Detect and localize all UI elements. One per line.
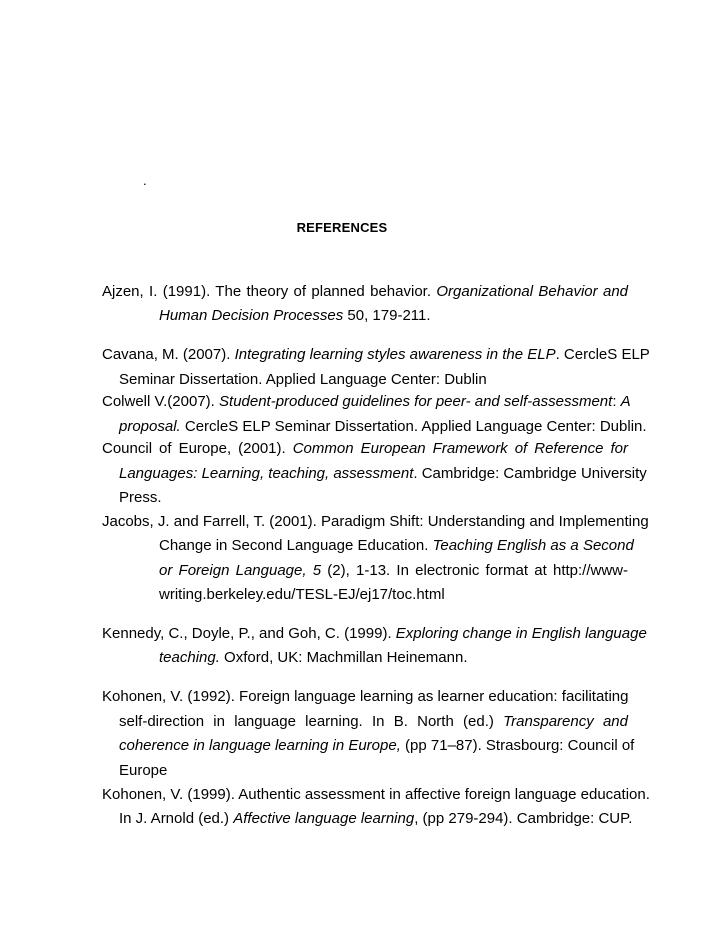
reference-cavana-line-1: Cavana, M. (2007). Integrating learning styles awareness in the ELP. CercleS ELP bbox=[102, 346, 650, 363]
reference-kennedy-line-1: Kennedy, C., Doyle, P., and Goh, C. (1999). Exploring change in English language bbox=[102, 625, 647, 642]
reference-ajzen-line-2: Human Decision Processes 50, 179-211. bbox=[159, 307, 431, 324]
reference-kohonen-1999-line-2: In J. Arnold (ed.) Affective language learning, (pp 279-294). Cambridge: CUP. bbox=[119, 810, 633, 827]
reference-ajzen-line-1: Ajzen, I. (1991). The theory of planned behavior. Organizational Behavior and bbox=[102, 283, 628, 300]
reference-council-line-2: Languages: Learning, teaching, assessment. Cambridge: Cambridge University bbox=[119, 465, 647, 482]
reference-colwell-line-1: Colwell V.(2007). Student-produced guidelines for peer- and self-assessment: A bbox=[102, 393, 631, 410]
reference-kohonen-1992-line-1: Kohonen, V. (1992). Foreign language learning as learner education: facilitating bbox=[102, 688, 629, 705]
reference-jacobs-line-2: Change in Second Language Education. Teaching English as a Second bbox=[159, 537, 634, 554]
reference-kohonen-1992-line-2: self-direction in language learning. In B. North (ed.) Transparency and bbox=[119, 713, 628, 730]
page-title bbox=[0, 220, 728, 235]
reference-council-line-1: Council of Europe, (2001). Common European Framework of Reference for bbox=[102, 440, 628, 457]
reference-kennedy-line-2: teaching. Oxford, UK: Machmillan Heinemann. bbox=[159, 649, 468, 666]
reference-cavana-line-2: Seminar Dissertation. Applied Language Center: Dublin bbox=[119, 371, 487, 388]
reference-kohonen-1992-line-3: coherence in language learning in Europe, (pp 71–87). Strasbourg: Council of bbox=[119, 737, 635, 754]
reference-jacobs-line-4: writing.berkeley.edu/TESL-EJ/ej17/toc.html bbox=[159, 586, 445, 603]
page-marker: . bbox=[143, 173, 147, 188]
reference-jacobs-line-1: Jacobs, J. and Farrell, T. (2001). Paradigm Shift: Understanding and Implementing bbox=[102, 513, 649, 530]
reference-jacobs-line-3: or Foreign Language, 5 (2), 1-13. In electronic format at http://www- bbox=[159, 562, 629, 579]
page-title-text: REFERENCES bbox=[296, 220, 388, 235]
reference-council-line-3: Press. bbox=[119, 489, 162, 506]
reference-kohonen-1992-line-4: Europe bbox=[119, 762, 168, 779]
reference-kohonen-1999-line-1: Kohonen, V. (1999). Authentic assessment in affective foreign language education. bbox=[102, 786, 650, 803]
reference-colwell-line-2: proposal. CercleS ELP Seminar Dissertation. Applied Language Center: Dublin. bbox=[119, 418, 647, 435]
